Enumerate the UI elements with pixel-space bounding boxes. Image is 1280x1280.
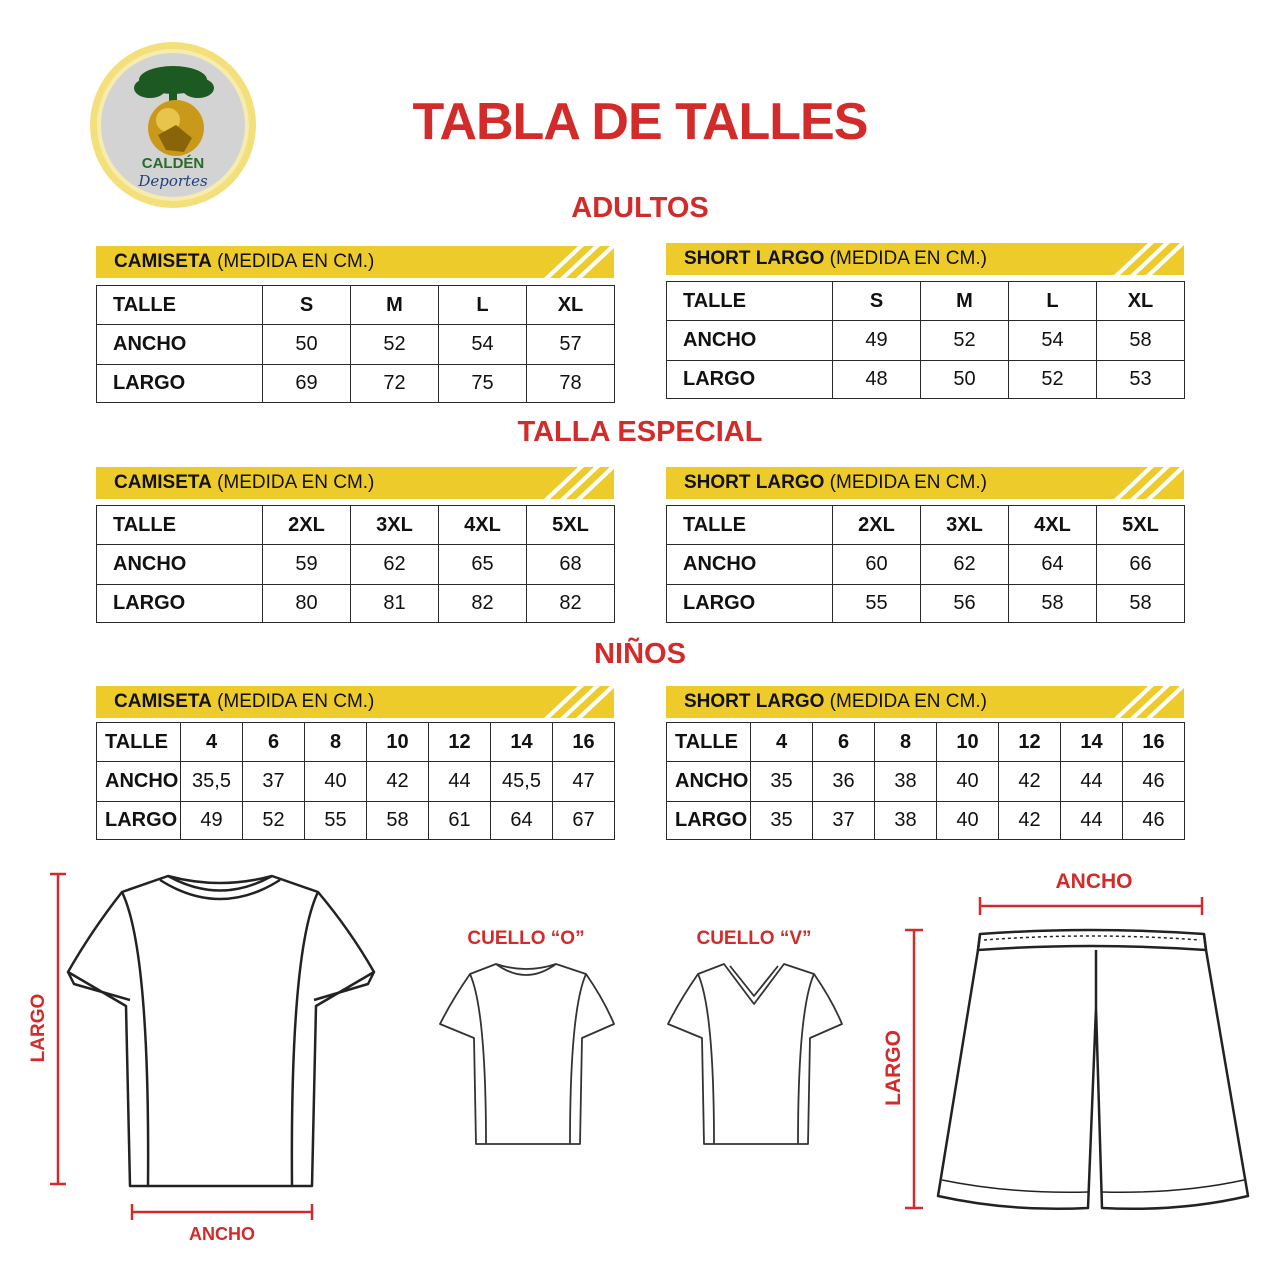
measure-cell: 44 [1061,762,1123,802]
size-header-cell: 3XL [351,506,439,545]
band-label-short: SHORT LARGO [684,248,825,269]
row-label-cell: LARGO [667,585,833,623]
table-header-row [667,282,1185,321]
measure-cell: 45,5 [491,762,553,802]
measure-cell: 52 [351,325,439,365]
band-label-short: SHORT LARGO [684,691,825,712]
measure-cell: 81 [351,585,439,623]
measure-cell: 54 [1009,321,1097,361]
measure-cell: 36 [813,762,875,802]
measure-cell: 52 [1009,361,1097,399]
label-ancho-shirt: ANCHO [189,1224,255,1244]
measure-cell: 60 [833,545,921,585]
band-adultos-short [666,243,1184,275]
shorts-diagram [938,930,1248,1209]
measure-cell: 69 [263,365,351,403]
table-row [97,585,615,623]
row-label-cell: LARGO [97,802,181,840]
measure-cell: 58 [1097,585,1185,623]
row-label-cell: TALLE [667,723,751,762]
band-ninos-camiseta [96,686,614,718]
measure-cell: 49 [181,802,243,840]
size-header-cell: 10 [367,723,429,762]
measure-cell: 67 [553,802,615,840]
band-stripes [1074,467,1184,499]
brand-name: CALDÉN [141,155,205,172]
row-label-cell: LARGO [97,365,263,403]
size-header-cell: 4 [181,723,243,762]
size-header-cell: 4XL [439,506,527,545]
measure-cell: 35,5 [181,762,243,802]
label-cuello-o: CUELLO “O” [467,928,585,949]
row-label-cell: LARGO [667,361,833,399]
measure-cell: 50 [921,361,1009,399]
size-header-cell: 5XL [527,506,615,545]
size-header-cell: 3XL [921,506,1009,545]
table-header-row [97,286,615,325]
band-label-medida: (MEDIDA EN CM.) [217,691,375,712]
table-row [667,545,1185,585]
label-cuello-v: CUELLO “V” [696,928,812,949]
section-ninos: NIÑOS [594,638,686,670]
band-stripes [504,686,614,718]
measure-cell: 57 [527,325,615,365]
size-header-cell: XL [527,286,615,325]
size-header-cell: 14 [1061,723,1123,762]
row-label-cell: TALLE [97,286,263,325]
table-header-row [97,723,615,762]
size-header-cell: 10 [937,723,999,762]
section-adultos: ADULTOS [571,192,709,224]
size-header-cell: S [263,286,351,325]
table-row [667,361,1185,399]
measure-cell: 82 [527,585,615,623]
band-label-camiseta: CAMISETA [114,691,212,712]
measure-cell: 58 [1009,585,1097,623]
row-label-cell: ANCHO [667,545,833,585]
table-header-row [667,506,1185,545]
table-row [97,545,615,585]
size-header-cell: XL [1097,282,1185,321]
table-row [667,321,1185,361]
size-header-cell: 12 [429,723,491,762]
size-header-cell: 6 [813,723,875,762]
measure-cell: 82 [439,585,527,623]
table-row [97,365,615,403]
size-header-cell: 8 [875,723,937,762]
band-label-medida: (MEDIDA EN CM.) [217,251,375,272]
row-label-cell: TALLE [667,506,833,545]
row-label-cell: TALLE [97,723,181,762]
shirt-diagram [68,876,374,1186]
measure-cell: 42 [999,802,1061,840]
band-label-medida: (MEDIDA EN CM.) [829,472,987,493]
measure-cell: 65 [439,545,527,585]
ancho-dimension-short [980,897,1202,915]
measure-cell: 40 [937,762,999,802]
size-header-cell: 5XL [1097,506,1185,545]
size-header-cell: 4XL [1009,506,1097,545]
measure-cell: 62 [921,545,1009,585]
measure-cell: 37 [243,762,305,802]
measure-cell: 42 [999,762,1061,802]
size-header-cell: M [351,286,439,325]
measure-cell: 75 [439,365,527,403]
row-label-cell: TALLE [97,506,263,545]
size-header-cell: 8 [305,723,367,762]
measure-cell: 58 [1097,321,1185,361]
table-header-row [667,723,1185,762]
table-ninos-short [666,722,1185,840]
band-stripes [1074,243,1184,275]
shirt-cuello-o [440,964,614,1144]
measure-cell: 53 [1097,361,1185,399]
band-label-medida: (MEDIDA EN CM.) [217,472,375,493]
measure-cell: 40 [937,802,999,840]
measure-cell: 35 [751,762,813,802]
size-header-cell: 16 [553,723,615,762]
size-header-cell: 2XL [833,506,921,545]
label-ancho-short: ANCHO [1055,870,1133,893]
measure-cell: 59 [263,545,351,585]
measure-cell: 80 [263,585,351,623]
measure-cell: 66 [1097,545,1185,585]
measure-cell: 35 [751,802,813,840]
ancho-dimension-shirt [132,1204,312,1220]
measure-cell: 47 [553,762,615,802]
size-header-cell: 12 [999,723,1061,762]
band-adultos-camiseta [96,246,614,278]
measure-cell: 64 [1009,545,1097,585]
row-label-cell: LARGO [97,585,263,623]
measure-cell: 44 [429,762,491,802]
band-label-camiseta: CAMISETA [114,251,212,272]
measure-cell: 58 [367,802,429,840]
table-row [97,762,615,802]
band-label-medida: (MEDIDA EN CM.) [829,691,987,712]
table-adultos-camiseta [96,285,615,403]
measure-cell: 52 [243,802,305,840]
band-ninos-short [666,686,1184,718]
measure-cell: 64 [491,802,553,840]
band-label-short: SHORT LARGO [684,472,825,493]
band-stripes [1074,686,1184,718]
measure-cell: 56 [921,585,1009,623]
measure-cell: 68 [527,545,615,585]
measure-cell: 50 [263,325,351,365]
table-row [97,802,615,840]
row-label-cell: TALLE [667,282,833,321]
band-label-camiseta: CAMISETA [114,472,212,493]
largo-dimension-shirt [50,874,66,1184]
table-row [667,585,1185,623]
size-header-cell: 6 [243,723,305,762]
measure-cell: 62 [351,545,439,585]
band-especial-short [666,467,1184,499]
measure-cell: 52 [921,321,1009,361]
measure-cell: 40 [305,762,367,802]
size-header-cell: S [833,282,921,321]
measure-cell: 44 [1061,802,1123,840]
table-ninos-camiseta [96,722,615,840]
band-stripes [504,467,614,499]
measure-cell: 61 [429,802,491,840]
size-header-cell: L [439,286,527,325]
band-especial-camiseta [96,467,614,499]
measure-cell: 54 [439,325,527,365]
page-title: TABLA DE TALLES [412,93,868,151]
table-row [97,325,615,365]
measure-cell: 42 [367,762,429,802]
table-especial-short [666,505,1185,623]
largo-dimension-short [905,930,923,1208]
table-adultos-short [666,281,1185,399]
measure-cell: 55 [305,802,367,840]
size-header-cell: L [1009,282,1097,321]
row-label-cell: ANCHO [97,325,263,365]
band-stripes [504,246,614,278]
shirt-cuello-v [668,964,842,1144]
table-especial-camiseta [96,505,615,623]
size-header-cell: M [921,282,1009,321]
size-header-cell: 2XL [263,506,351,545]
band-label-medida: (MEDIDA EN CM.) [829,248,987,269]
measure-cell: 49 [833,321,921,361]
measure-cell: 38 [875,802,937,840]
row-label-cell: ANCHO [667,762,751,802]
section-especial: TALLA ESPECIAL [517,416,763,448]
row-label-cell: ANCHO [97,762,181,802]
brand-subtitle: Deportes [138,172,208,190]
table-row [667,762,1185,802]
measure-cell: 48 [833,361,921,399]
row-label-cell: ANCHO [97,545,263,585]
table-row [667,802,1185,840]
measure-cell: 78 [527,365,615,403]
garment-diagrams [0,860,1280,1280]
size-header-cell: 16 [1123,723,1185,762]
measure-cell: 37 [813,802,875,840]
label-largo-short: LARGO [882,1030,905,1106]
row-label-cell: LARGO [667,802,751,840]
size-header-cell: 4 [751,723,813,762]
label-largo-shirt: LARGO [28,993,49,1063]
table-header-row [97,506,615,545]
measure-cell: 46 [1123,802,1185,840]
row-label-cell: ANCHO [667,321,833,361]
measure-cell: 38 [875,762,937,802]
measure-cell: 46 [1123,762,1185,802]
size-header-cell: 14 [491,723,553,762]
measure-cell: 72 [351,365,439,403]
measure-cell: 55 [833,585,921,623]
